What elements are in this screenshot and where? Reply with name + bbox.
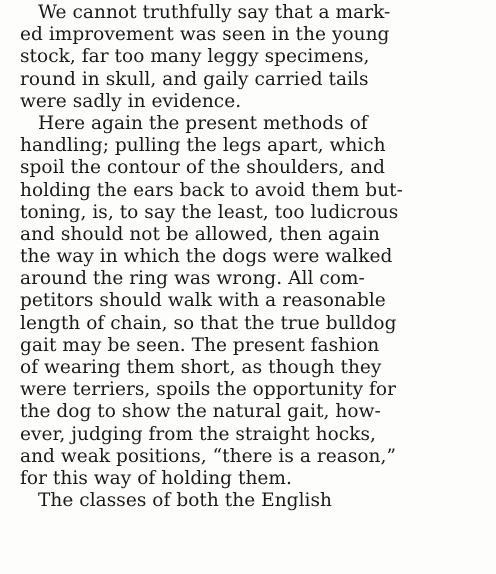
text-line: and should not be allowed, then again xyxy=(20,223,380,245)
text-line: The classes of both the English xyxy=(38,490,333,512)
text-line: were sadly in evidence. xyxy=(20,90,242,112)
text-line: Here again the present methods of xyxy=(38,112,368,134)
text-line: the dog to show the natural gait, how- xyxy=(20,401,381,423)
text-line: around the ring was wrong. All com- xyxy=(20,268,365,290)
text-line: ed improvement was seen in the young xyxy=(20,24,390,46)
text-line: of wearing them short, as though they xyxy=(20,357,382,378)
text-line: were terriers, spoils the opportunity for xyxy=(20,379,396,401)
text-line: holding the ears back to avoid them but- xyxy=(20,179,403,201)
text-line: handling; pulling the legs apart, which xyxy=(20,135,386,157)
text-line: ever, judging from the straight hocks, xyxy=(20,423,376,445)
text-line: gait may be seen. The present fashion xyxy=(20,334,380,356)
text-line: and weak positions, “there is a reason,” xyxy=(20,445,396,467)
text-line: petitors should walk with a reasonable xyxy=(20,290,386,312)
text-line: the way in which the dogs were walked xyxy=(20,246,393,268)
article-text-column xyxy=(20,2,476,512)
text-line: toning, is, to say the least, too ludicrous xyxy=(20,201,399,223)
text-line: stock, far too many leggy specimens, xyxy=(20,46,370,68)
text-line: spoil the contour of the shoulders, and xyxy=(20,157,386,179)
text-line: round in skull, and gaily carried tails xyxy=(20,68,369,90)
text-line: for this way of holding them. xyxy=(20,467,292,489)
text-line: We cannot truthfully say that a mark- xyxy=(38,2,391,23)
text-line: length of chain, so that the true bulldog xyxy=(20,312,397,334)
